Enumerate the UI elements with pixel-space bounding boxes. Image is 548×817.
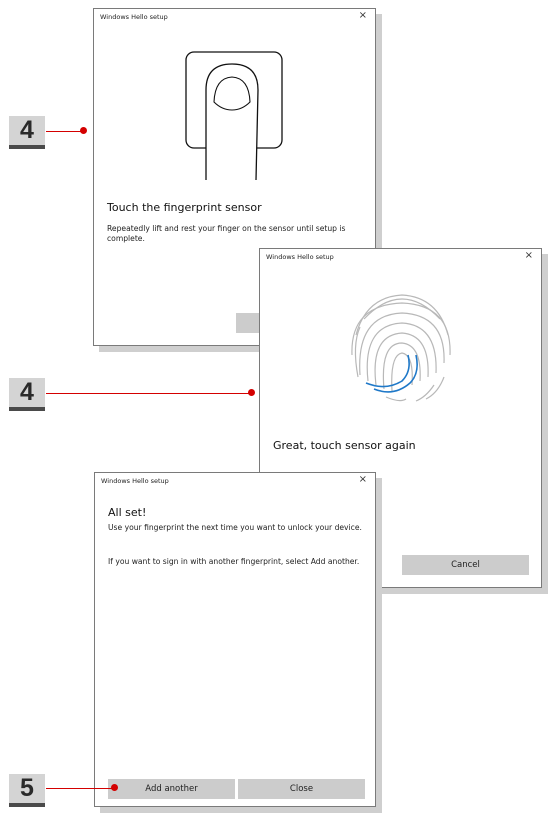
dialog-body-2: If you want to sign in with another fingerprint, select Add another. — [108, 557, 360, 566]
finger-on-sensor-icon — [184, 50, 284, 180]
dialog-body-1: Use your fingerprint the next time you want to unlock your device. — [108, 523, 362, 532]
cancel-button[interactable]: Cancel — [402, 555, 529, 575]
dialog-heading: Great, touch sensor again — [273, 439, 416, 452]
dialog-heading: All set! — [108, 506, 147, 519]
step-connector — [46, 788, 116, 789]
close-icon[interactable]: × — [524, 250, 533, 261]
step-badge-4: 4 — [9, 116, 45, 149]
step-dot — [80, 127, 87, 134]
dialog-heading: Touch the fingerprint sensor — [107, 201, 262, 214]
add-another-button[interactable]: Add another — [108, 779, 235, 799]
dialog-body: Repeatedly lift and rest your finger on the sensor until setup is complete. — [107, 224, 346, 243]
dialog-all-set — [94, 472, 376, 807]
step-badge-5: 5 — [9, 774, 45, 807]
dialog-title: Windows Hello setup — [100, 13, 168, 21]
step-connector — [46, 131, 84, 132]
step-badge-4: 4 — [9, 378, 45, 411]
dialog-title: Windows Hello setup — [101, 477, 169, 485]
step-connector — [46, 393, 252, 394]
step-dot — [248, 389, 255, 396]
step-dot — [111, 784, 118, 791]
close-button[interactable]: Close — [238, 779, 365, 799]
dialog-title: Windows Hello setup — [266, 253, 334, 261]
close-icon[interactable]: × — [358, 10, 367, 21]
fingerprint-icon — [346, 285, 458, 405]
close-icon[interactable]: × — [358, 474, 367, 485]
